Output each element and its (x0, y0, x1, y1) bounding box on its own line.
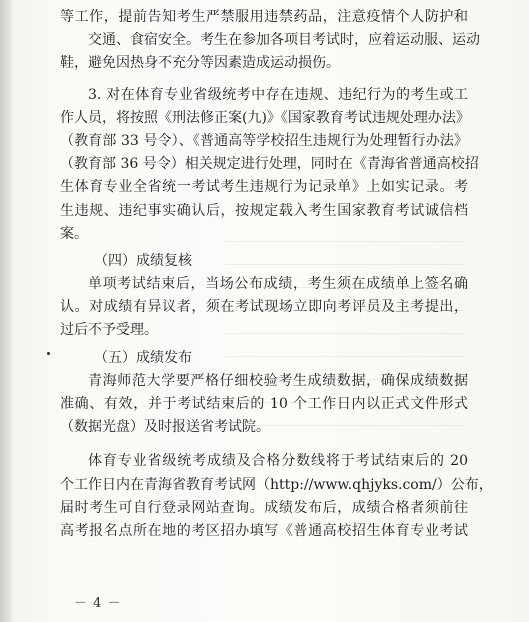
text-line: 个工作日内在青海省教育考试网（http://www.qhjyks.com/）公布， (60, 476, 493, 493)
text-line: 过后不予受理。 (60, 322, 158, 339)
page-number: － 4 － (74, 596, 122, 611)
text-line: 生违规、违纪事实确认后，按规定载入考生国家教育考试诚信档 (60, 202, 468, 219)
section-heading: （五）成绩发布 (94, 349, 192, 366)
document-body (60, 6, 493, 543)
text-line: 案。 (60, 225, 88, 242)
text-line: 等工作，提前告知考生严禁服用违禁药品，注意疫情个人防护和 (60, 9, 468, 25)
text-line: 高考报名点所在地的考区招办填写《普通高校招生体育专业考试 (60, 522, 468, 539)
text-line: 3. 对在体育专业省级统考中存在违规、违纪行为的考生或工 (88, 86, 468, 103)
text-line: 体育专业省级统考成绩及合格分数线将于考试结束后的 20 (88, 453, 468, 470)
text-line: 青海师范大学要严格仔细校验考生成绩数据，确保成绩数据 (88, 372, 468, 389)
text-line: 交通、食宿安全。考生在参加各项目考试时，应着运动服、运动 (88, 32, 480, 49)
text-line: 生体育专业全省统一考试考生违规行为记录单》上如实记录。考 (60, 179, 468, 196)
binding-gutter (0, 0, 14, 622)
text-line: 认。对成绩有异议者，须在考试现场立即向考评员及主考提出， (60, 299, 468, 316)
text-line: （教育部 33 号令）、《普通高等学校招生违规行为处理暂行办法》 (60, 132, 468, 149)
section-heading: （四）成绩复核 (94, 252, 192, 269)
text-line: 准确、有效，并于考试结束后的 10 个工作日内以正式文件形式 (60, 396, 468, 412)
text-line: 鞋，避免因热身不充分等因素造成运动损伤。 (60, 55, 340, 72)
scan-speck (47, 352, 50, 355)
section-5 (60, 347, 468, 440)
closing-paragraph (60, 450, 493, 543)
paragraph-1 (60, 6, 480, 76)
section-4 (60, 250, 468, 343)
text-line: 作人员，将按照《刑法修正案(九)》《国家教育考试违规处理办法》 (60, 109, 470, 126)
text-line: （数据光盘）及时报送省考试院。 (60, 419, 270, 436)
text-line: （教育部 36 号令）相关规定进行处理，同时在《青海省普通高校招 (60, 156, 479, 173)
text-line: 单项考试结束后，当场公布成绩，考生须在成绩单上签名确 (88, 276, 468, 293)
paragraph-2 (60, 84, 479, 246)
text-line: 届时考生可自行登录网站查询。成绩发布后，成绩合格者须前往 (60, 499, 468, 516)
